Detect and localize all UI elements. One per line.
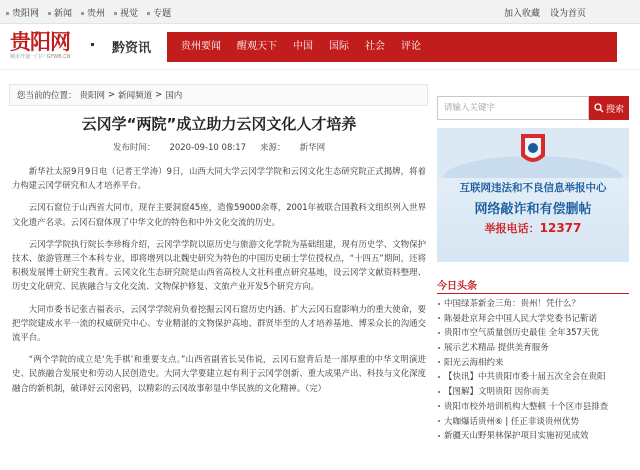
article-paragraph: 云冈石窟位于山西省大同市，现存主要洞窟45座，造像59000余尊，2001年被联合国教科文组织列入世界文化遗产名录。云冈石窟体现了中华文化的特色和中外文化交流的历史。 <box>12 202 426 227</box>
source-label: 来源： <box>260 143 286 153</box>
bullet-icon <box>438 361 440 363</box>
bullet-icon <box>438 332 440 334</box>
search-input[interactable]: 请输入关键字 <box>437 96 589 120</box>
breadcrumb-home[interactable]: 贵阳网 <box>79 91 106 101</box>
breadcrumb-separator: > <box>108 90 116 100</box>
headline-item[interactable]: 【快讯】中共贵阳市委十届五次全会在贵阳 <box>437 370 629 385</box>
top-utility-bar <box>0 0 640 24</box>
search-box <box>437 96 629 120</box>
bullet-icon <box>438 435 440 437</box>
top-link-guizhou[interactable]: 贵州 <box>81 6 105 19</box>
hotline-number: 12377 <box>539 221 582 235</box>
article-title: 云冈学“两院”成立助力云冈文化人才培养 <box>81 115 357 133</box>
breadcrumb <box>9 84 428 106</box>
logo-subtext: 城市开通一门户 GYWB.CN <box>10 54 71 60</box>
headline-item[interactable]: 新疆天山野果林保护项目实施初见成效 <box>437 429 629 444</box>
bullet-icon <box>6 12 9 15</box>
nav-guizhou-news[interactable]: 贵州要闻 <box>181 41 221 52</box>
today-headlines-title: 今日头条 <box>437 277 629 294</box>
bullet-icon <box>48 12 51 15</box>
bullet-icon <box>438 376 440 378</box>
top-right-links <box>504 6 586 19</box>
top-link-visual[interactable]: 视觉 <box>114 6 138 19</box>
separator-dot <box>91 43 94 46</box>
report-center-banner[interactable] <box>437 128 629 262</box>
bullet-icon <box>438 405 440 407</box>
section-title: 黔资讯 <box>112 41 152 56</box>
site-logo[interactable] <box>10 30 82 62</box>
publish-time-value: 2020-09-10 08:17 <box>169 143 247 153</box>
search-icon <box>594 103 604 113</box>
headline-item[interactable]: 展示艺术精品 提供美育服务 <box>437 341 629 356</box>
breadcrumb-separator: > <box>155 90 163 100</box>
article-content <box>12 114 426 403</box>
headline-list <box>437 297 629 444</box>
article-source <box>260 143 325 153</box>
breadcrumb-label: 您当前的位置： <box>17 91 77 101</box>
publish-time <box>113 143 246 153</box>
headline-item[interactable]: 中国绿茶新金三角：贵州！凭什么？ <box>437 297 629 312</box>
banner-line2: 网络敲诈和有偿删帖 <box>474 202 592 217</box>
bullet-icon <box>438 317 440 319</box>
site-header <box>0 24 640 70</box>
banner-hotline <box>437 220 629 236</box>
bullet-icon <box>438 347 440 349</box>
bullet-icon <box>438 391 440 393</box>
nav-society[interactable]: 社会 <box>365 41 385 52</box>
headline-item[interactable]: 大咖爆话贵州⑥ | 任正非谈贵州优势 <box>437 415 629 430</box>
bullet-icon <box>147 12 150 15</box>
headline-item[interactable]: 陈晏赴京拜会中国人民大学党委书记靳诺 <box>437 312 629 327</box>
banner-line1: 互联网违法和不良信息举报中心 <box>459 182 607 194</box>
hotline-label: 举报电话： <box>484 222 540 235</box>
top-link-news[interactable]: 新闻 <box>48 6 72 19</box>
bullet-icon <box>114 12 117 15</box>
bullet-icon <box>81 12 84 15</box>
article-paragraph: “两个学院的成立是‘先手棋’和重要支点。”山西省副省长吴伟说，云冈石窟背后是一部厚重的中华文明演进史、民族融合发展史和劳动人民创造史。大同大学要建立起有利于云冈学创新、重大成果产出、科技与文化深度融合的新机制，破译好云冈密码，以精彩的云冈故事彰显中华民族的文化精神。（完） <box>12 354 426 393</box>
bullet-icon <box>438 303 440 305</box>
top-link-topics[interactable]: 专题 <box>147 6 171 19</box>
today-headlines <box>437 277 629 444</box>
headline-item[interactable]: 贵阳市校外培训机构大整顿 十个区市县排查 <box>437 400 629 415</box>
sidebar <box>437 96 629 262</box>
article-paragraph: 云冈学学院执行院长李珍梅介绍，云冈学学院以原历史与旅游文化学院为基础组建，现有历史学、文物保护技术、旅游管理三个本科专业，即将增列以北魏史研究为特色的中国历史硕士学位授权点，“十四五”期间，还将积极发展博士研究生教育。云冈文化生态研究院是山西省高校人文社科重点研究基地，设云冈学文献资料整理、历史文化研究、民族融合与文化交流、文物保护修复、文旅产业开发5个研究方向。 <box>12 238 426 292</box>
breadcrumb-domestic[interactable]: 国内 <box>165 91 183 101</box>
nav-china[interactable]: 中国 <box>293 41 313 52</box>
shield-emblem-icon <box>437 128 629 178</box>
nav-international[interactable]: 国际 <box>329 41 349 52</box>
search-button[interactable] <box>589 96 629 120</box>
bullet-icon <box>438 420 440 422</box>
top-link-gyw[interactable]: 贵阳网 <box>6 6 39 19</box>
article-paragraph: 大同市委书记张吉福表示，云冈学学院肩负着挖掘云冈石窟历史内涵、扩大云冈石窟影响力的重大使命，要把学院建成水平一流的权威研究中心、专业精湛的文物保护高地、群贤毕至的人才培养基地、博采众长的沟通交流平台。 <box>12 303 426 343</box>
article-meta <box>12 142 426 154</box>
breadcrumb-news-channel[interactable]: 新闻频道 <box>118 91 153 101</box>
article-paragraph: 新华社太原9月9日电（记者王学涛）9日，山西大同大学云冈学学院和云冈文化生态研究院正式揭牌，将着力构建云冈学研究和人才培养平台。 <box>12 166 426 191</box>
main-nav <box>167 32 617 62</box>
headline-item[interactable]: 【图解】文明贵阳 因你而美 <box>437 385 629 400</box>
nav-commentary[interactable]: 评论 <box>401 41 421 52</box>
article-body <box>12 164 426 395</box>
logo-text: 贵阳网 <box>10 30 70 54</box>
add-favorite-link[interactable]: 加入收藏 <box>503 9 540 19</box>
source-value: 新华网 <box>299 143 326 153</box>
headline-item[interactable]: 贵阳市空气质量创历史最佳 全年357天优 <box>437 326 629 341</box>
publish-time-label: 发布时间： <box>112 143 156 153</box>
headline-item[interactable]: 阳光云海相约来 <box>437 356 629 371</box>
set-homepage-link[interactable]: 设为首页 <box>549 9 586 19</box>
top-links <box>6 6 171 19</box>
nav-world-view[interactable]: 醒观天下 <box>237 41 277 52</box>
search-button-label: 搜索 <box>605 104 624 115</box>
